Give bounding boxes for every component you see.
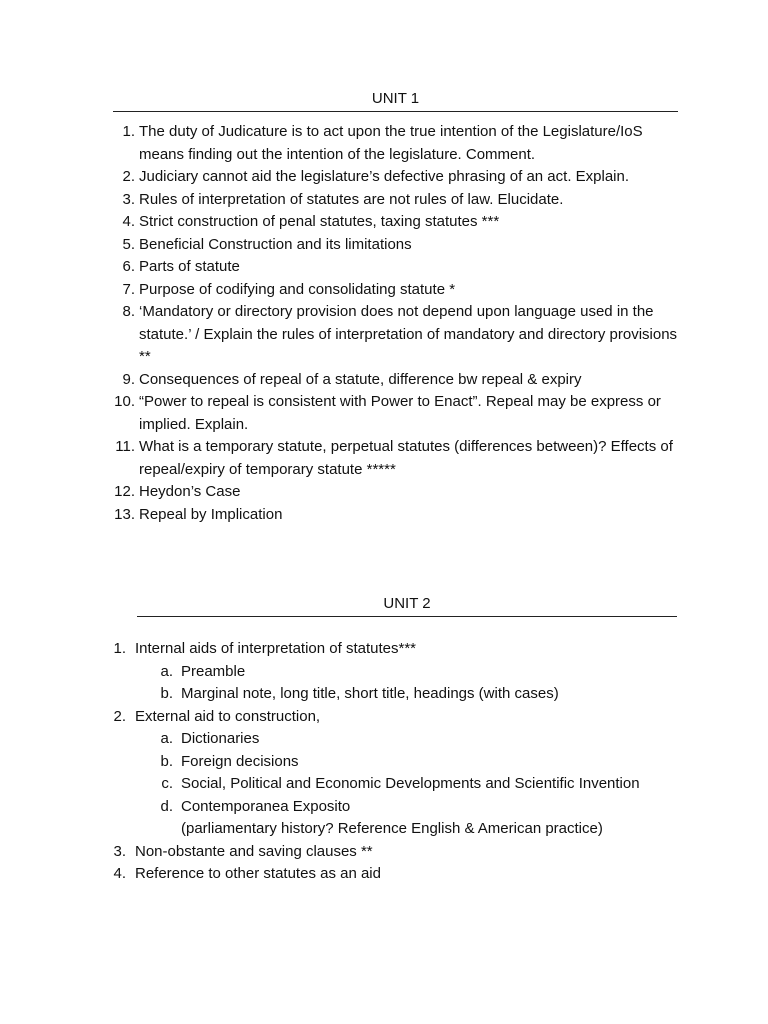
list-item <box>113 211 678 234</box>
sub-item-letter: b. <box>160 752 173 770</box>
sub-item-text: Foreign decisions <box>181 752 299 770</box>
item-number: 4. <box>113 865 126 882</box>
sub-item-text: Dictionaries <box>181 730 260 747</box>
list-item <box>108 706 678 841</box>
sub-item-text: Social, Political and Economic Developments and Scientific Invention <box>181 775 640 792</box>
item-number: 4. <box>122 213 135 230</box>
list-item <box>113 234 678 257</box>
item-text: Beneficial Construction and its limitations <box>139 235 412 253</box>
unit-1-question-list <box>113 121 678 526</box>
item-text: Non-obstante and saving clauses ** <box>135 842 373 860</box>
item-number: 1. <box>122 123 135 140</box>
item-text: What is a temporary statute, perpetual statutes (differences between)? Effects of repeal/expiry of temporary statute ***** <box>139 438 673 478</box>
sub-list-item <box>135 661 678 684</box>
sub-item-letter: a. <box>160 730 173 747</box>
item-text: “Power to repeal is consistent with Power to Enact”. Repeal may be express or implied. Explain. <box>139 393 661 433</box>
list-item <box>108 638 678 706</box>
list-item <box>108 863 678 886</box>
item-number: 12. <box>114 483 135 500</box>
sub-item-letter: a. <box>160 662 173 680</box>
unit-2-divider <box>137 616 677 617</box>
item-text: Internal aids of interpretation of statutes*** <box>135 640 417 657</box>
unit-2-question-list <box>108 638 678 886</box>
list-item <box>113 121 678 166</box>
item-text: Purpose of codifying and consolidating statute * <box>139 280 456 298</box>
item-text: Rules of interpretation of statutes are not rules of law. Elucidate. <box>139 190 564 208</box>
list-item <box>108 841 678 864</box>
item-number: 6. <box>122 258 135 275</box>
item-number: 7. <box>122 280 135 298</box>
sub-list-item <box>135 728 678 751</box>
sub-item-text: Contemporanea Exposito <box>181 797 351 815</box>
sub-list-item <box>135 796 678 841</box>
sub-item-letter: d. <box>160 797 173 815</box>
sub-item-letter: b. <box>160 685 173 702</box>
list-item <box>113 481 678 504</box>
item-text: Strict construction of penal statutes, taxing statutes *** <box>139 213 500 230</box>
sub-item-text: Marginal note, long title, short title, headings (with cases) <box>181 685 559 702</box>
item-text: External aid to construction, <box>135 707 321 725</box>
item-number: 11. <box>115 438 135 455</box>
sub-item-text: Preamble <box>181 662 246 680</box>
list-item <box>113 504 678 527</box>
list-item <box>113 279 678 302</box>
item-number: 2. <box>122 168 135 185</box>
sub-item-letter: c. <box>161 775 173 792</box>
item-number: 10. <box>114 393 135 410</box>
item-number: 8. <box>122 303 135 320</box>
sub-list-item <box>135 751 678 774</box>
sub-list <box>135 661 678 706</box>
item-text: Repeal by Implication <box>139 505 283 523</box>
item-number: 9. <box>122 370 135 388</box>
item-text: The duty of Judicature is to act upon the true intention of the Legislature/IoS means finding out the intention of the legislature. Comment. <box>139 123 643 163</box>
unit-2-heading: UNIT 2 <box>383 595 431 612</box>
unit-1-divider <box>113 111 678 112</box>
list-item <box>113 256 678 279</box>
sub-list-item <box>135 683 678 706</box>
sub-item-note: (parliamentary history? Reference English & American practice) <box>181 820 603 837</box>
item-text: Judiciary cannot aid the legislature’s defective phrasing of an act. Explain. <box>139 168 630 185</box>
item-text: Consequences of repeal of a statute, difference bw repeal & expiry <box>139 370 582 388</box>
item-number: 13. <box>114 505 135 523</box>
sub-list <box>135 728 678 841</box>
item-text: Heydon’s Case <box>139 483 241 500</box>
item-text: ‘Mandatory or directory provision does not depend upon language used in the statute.’ / Explain the rules of interpretation of mandatory and directory provisions ** <box>139 303 678 365</box>
unit-1-heading: UNIT 1 <box>371 90 420 107</box>
item-text: Parts of statute <box>139 258 240 275</box>
item-number: 3. <box>113 842 126 860</box>
list-item <box>113 436 678 481</box>
item-text: Reference to other statutes as an aid <box>135 865 381 882</box>
list-item <box>113 369 678 392</box>
list-item <box>113 189 678 212</box>
item-number: 2. <box>113 707 126 725</box>
item-number: 5. <box>122 235 135 253</box>
item-number: 3. <box>122 190 135 208</box>
list-item <box>113 391 678 436</box>
list-item <box>113 166 678 189</box>
sub-list-item <box>135 773 678 796</box>
item-number: 1. <box>113 640 126 657</box>
list-item <box>113 301 678 369</box>
